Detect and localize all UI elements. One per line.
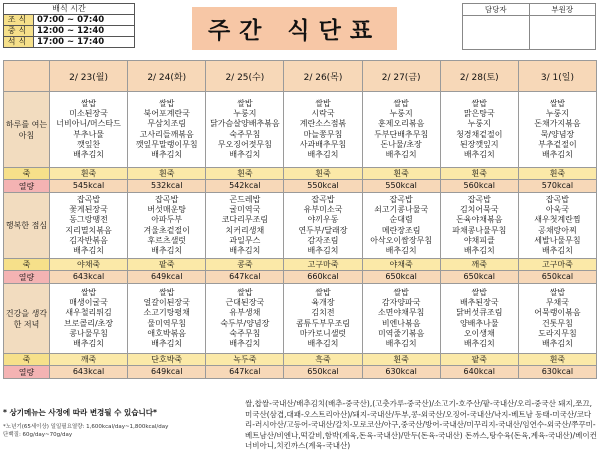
lunch-porridge-cell: 고구마죽 — [518, 259, 596, 271]
menu-item: 계란소스점볶 — [299, 119, 347, 129]
meal-time-value-lunch: 12:00 ~ 12:40 — [34, 26, 135, 37]
menu-item: 겨울초겉절이 — [143, 225, 190, 235]
menu-item: 쌀밥 — [158, 287, 175, 297]
menu-item: 아삭오이쌈장무침 — [370, 235, 433, 245]
menu-item: 소면야채무침 — [377, 308, 425, 318]
breakfast-label: 하루를 여는 아침 — [4, 92, 50, 168]
menu-item: 새우철리튀김 — [65, 308, 112, 318]
lunch-porridge-cell: 깨죽 — [440, 259, 518, 271]
lunch-menu-cell — [206, 193, 284, 259]
menu-item: 쌀밥 — [471, 287, 487, 297]
menu-item: 근대된장국 — [225, 297, 265, 307]
dinner-porridge-cell: 흰죽 — [518, 354, 596, 366]
dinner-porridge-cell: 흑죽 — [284, 354, 362, 366]
menu-item: 마카로니샐럿 — [299, 328, 347, 338]
menu-item: 콤튜두부무조림 — [295, 318, 351, 328]
menu-item: 닭버섯큐조림 — [456, 308, 503, 318]
menu-item: 배추김치 — [385, 246, 417, 256]
menu-item: 잡곡밥 — [311, 194, 335, 204]
approval-sign-director — [529, 16, 596, 50]
menu-item: 아욱국 — [545, 204, 570, 214]
menu-item: 깻잎무말랭이무침 — [135, 139, 198, 149]
breakfast-calorie-label: 열량 — [4, 180, 50, 193]
menu-item: 쌀밥 — [315, 287, 331, 297]
menu-item: 소고기탕평채 — [143, 308, 190, 318]
dinner-menu-cell — [440, 284, 518, 354]
menu-item: 애호박볶음 — [147, 328, 187, 338]
menu-item: 배추김치 — [151, 246, 183, 256]
menu-item: 얼갈이된장국 — [143, 297, 190, 307]
day-header: 3/ 1(일) — [518, 61, 596, 92]
menu-item: 감자양파국 — [381, 297, 421, 307]
menu-item: 과일무스 — [229, 235, 261, 245]
grid-corner-cell — [4, 61, 50, 92]
menu-item: 사과배추무침 — [299, 139, 347, 149]
lunch-porridge-cell: 콩죽 — [206, 259, 284, 271]
menu-item: 쌀밥 — [237, 98, 253, 108]
menu-item: 배추김치 — [307, 339, 339, 349]
dinner-porridge-label: 죽 — [4, 354, 50, 366]
dinner-calorie-cell: 647kcal — [206, 366, 284, 379]
breakfast-menu-cell — [50, 92, 128, 168]
menu-item: 쌀밥 — [393, 98, 409, 108]
meal-time-label-dinner: 석식 — [4, 37, 34, 48]
weekly-menu-table — [3, 60, 597, 379]
menu-item: 배추김치 — [463, 339, 495, 349]
meal-times-header: 배식 시간 — [4, 4, 135, 15]
menu-item: 김치어묵국 — [459, 204, 499, 214]
menu-item: 육개장 — [311, 297, 335, 307]
lunch-calorie-cell: 650kcal — [440, 271, 518, 284]
menu-item: 배추김치 — [307, 246, 339, 256]
lunch-porridge-cell: 야채죽 — [362, 259, 440, 271]
menu-item: 닭가슴살양배추볶음 — [210, 119, 280, 129]
breakfast-menu-cell — [284, 92, 362, 168]
menu-item: 쌀밥 — [393, 287, 409, 297]
menu-item: 누룽지 — [389, 108, 413, 118]
menu-item: 돈나물/초장 — [380, 139, 422, 149]
dinner-calorie-label: 열량 — [4, 366, 50, 379]
menu-item: 굴미역국 — [229, 204, 261, 214]
menu-item: 배추김치 — [307, 150, 339, 160]
breakfast-porridge-cell: 흰죽 — [440, 168, 518, 180]
menu-item: 숙두부/양념장 — [220, 318, 270, 328]
day-header: 2/ 28(토) — [440, 61, 518, 92]
menu-item: 부추겉절이 — [538, 139, 577, 149]
menu-item: 청경채겉절이 — [456, 129, 503, 139]
breakfast-calorie-cell: 560kcal — [440, 180, 518, 193]
menu-item: 배추김치 — [385, 150, 417, 160]
dinner-label: 건강을 생각한 저녁 — [4, 284, 50, 354]
dinner-calorie-cell: 630kcal — [362, 366, 440, 379]
menu-item: 너비아니/머스타드 — [56, 119, 121, 129]
breakfast-porridge-cell: 흰죽 — [284, 168, 362, 180]
breakfast-calorie-cell: 550kcal — [284, 180, 362, 193]
breakfast-calorie-cell: 532kcal — [128, 180, 206, 193]
protein-requirement-note: 단백질: 60g/day~70g/day — [3, 432, 73, 438]
menu-item: 공채랑아찌 — [538, 225, 577, 235]
approval-header-director: 부원장 — [529, 4, 596, 16]
menu-item: 야채피클 — [463, 235, 495, 245]
menu-item: 코다리무조림 — [221, 215, 269, 225]
menu-item: 물미역무침 — [147, 318, 187, 328]
lunch-menu-cell — [440, 193, 518, 259]
calorie-requirement-note: *노년기(65세이상) 일일필요열량: 1,600kcal/day~1,800kcal/day — [3, 424, 169, 430]
menu-item: 돈채가지볶음 — [534, 119, 581, 129]
menu-item: 북어포계란국 — [143, 108, 190, 118]
menu-change-note: * 상기메뉴는 사정에 따라 변경될 수 있습니다* — [3, 408, 157, 417]
menu-item: 된장깻잎지 — [459, 139, 499, 149]
dinner-menu-cell — [50, 284, 128, 354]
breakfast-calorie-cell: 545kcal — [50, 180, 128, 193]
lunch-calorie-label: 열량 — [4, 271, 50, 284]
approval-sign-staff — [463, 16, 530, 50]
lunch-calorie-cell: 650kcal — [362, 271, 440, 284]
menu-item: 배추김치 — [463, 246, 495, 256]
menu-item: 쌀밥 — [549, 287, 566, 297]
menu-item: 배추김치 — [151, 150, 183, 160]
meal-time-label-lunch: 중식 — [4, 26, 34, 37]
dinner-porridge-cell: 녹두죽 — [206, 354, 284, 366]
menu-item: 동그랑땡전 — [69, 215, 108, 225]
menu-item: 쌀밥 — [237, 287, 253, 297]
menu-item: 콩나물무침 — [69, 328, 108, 338]
lunch-menu-cell — [128, 193, 206, 259]
lunch-calorie-cell: 650kcal — [518, 271, 596, 284]
menu-item: 쌀밥 — [549, 98, 566, 108]
dinner-calorie-cell: 640kcal — [440, 366, 518, 379]
menu-item: 배추김치 — [385, 339, 417, 349]
lunch-menu-cell — [284, 193, 362, 259]
menu-item: 오이생채 — [463, 328, 495, 338]
menu-item: 야끼우동 — [307, 215, 339, 225]
menu-item: 배추된장국 — [459, 297, 499, 307]
menu-item: 누룽지 — [467, 119, 491, 129]
menu-item: 매생이굴국 — [69, 297, 108, 307]
menu-item: 두부단배추무침 — [374, 129, 429, 139]
menu-item: 쌀밥 — [158, 98, 175, 108]
page-title: 주간 식단표 — [192, 7, 397, 50]
menu-item: 유부생채 — [229, 308, 261, 318]
menu-item: 유부미소국 — [303, 204, 343, 214]
approval-header-staff: 담당자 — [463, 4, 530, 16]
dinner-menu-cell — [206, 284, 284, 354]
meal-time-value-dinner: 17:00 ~ 17:40 — [34, 37, 135, 48]
origin-info: 쌀,찹쌀-국내산/배추김치(배추-중국산),(고춧가루-중국산)/소고기-호주산/팥-국내산/오리-중국산 돼지,쪼끄,미국산(삼겹,대패-오스트리아산)/돼지-국내산/두부,콩-외국산/오징어-국내산/낙지-베트남 동태-미국산/코다리-러시아산/고등어-국내산/갈치-모로코산/아구,중국산/방어-국내산/미꾸리지-국내산/임연수-외국산/쭈꾸미-베트남산/비엔나,떡갈비,함박(계육,돈육-국내산)/만두(돈육-국내산) 돈까스,탕수육(돈육,계육-국내산)/베이컨 너비아니,치킨까스(계육-국내산) — [245, 399, 597, 450]
menu-item: 잡곡밥 — [545, 194, 570, 204]
lunch-menu-cell — [362, 193, 440, 259]
dinner-menu-cell — [518, 284, 596, 354]
menu-item: 배추김치 — [73, 246, 105, 256]
menu-item: 맑은탕국 — [463, 108, 495, 118]
lunch-menu-cell — [518, 193, 596, 259]
breakfast-calorie-cell: 550kcal — [362, 180, 440, 193]
menu-item: 아파두부 — [151, 215, 183, 225]
breakfast-calorie-cell: 542kcal — [206, 180, 284, 193]
day-header: 2/ 24(화) — [128, 61, 206, 92]
lunch-porridge-cell: 고구마죽 — [284, 259, 362, 271]
menu-item: 파채콩나물무침 — [452, 225, 507, 235]
menu-item: 무오징어젓무침 — [217, 139, 272, 149]
menu-item: 부추나물 — [73, 129, 105, 139]
day-header: 2/ 26(목) — [284, 61, 362, 92]
menu-item: 김자반볶음 — [69, 235, 108, 245]
menu-item: 곤드레밥 — [229, 194, 261, 204]
footer-notes — [3, 404, 239, 439]
menu-item: 양배추나물 — [459, 318, 499, 328]
dinner-porridge-cell: 단호박죽 — [128, 354, 206, 366]
menu-item: 배추김치 — [229, 246, 261, 256]
menu-item: 잡곡밥 — [76, 194, 101, 204]
menu-item: 미소된장국 — [69, 108, 108, 118]
menu-item: 지리멸치볶음 — [65, 225, 112, 235]
lunch-porridge-cell: 야채죽 — [50, 259, 128, 271]
menu-item: 마늘쫑무침 — [303, 129, 343, 139]
menu-item: 건톳무침 — [541, 318, 573, 328]
menu-item: 잡곡밥 — [155, 194, 179, 204]
menu-item: 꽃게된장국 — [69, 204, 108, 214]
lunch-calorie-cell: 643kcal — [50, 271, 128, 284]
menu-item: 어묵랭이볶음 — [534, 308, 581, 318]
menu-item: 쌀밥 — [471, 98, 487, 108]
menu-item: 숙주무침 — [229, 129, 261, 139]
breakfast-porridge-cell: 흰죽 — [518, 168, 596, 180]
meal-time-label-breakfast: 조식 — [4, 15, 34, 26]
menu-item: 누룽지 — [545, 108, 570, 118]
dinner-menu-cell — [284, 284, 362, 354]
menu-item: 브로콜리/초장 — [64, 318, 114, 328]
day-header: 2/ 23(월) — [50, 61, 128, 92]
dinner-porridge-cell: 흰죽 — [362, 354, 440, 366]
menu-item: 배추김치 — [541, 150, 573, 160]
breakfast-porridge-cell: 흰죽 — [362, 168, 440, 180]
menu-item: 숙주무침 — [229, 328, 261, 338]
menu-item: 배추김치 — [541, 246, 573, 256]
menu-item: 새우첫계란찜 — [534, 215, 581, 225]
breakfast-menu-cell — [518, 92, 596, 168]
dinner-calorie-cell: 630kcal — [518, 366, 596, 379]
menu-item: 깻잎찬 — [76, 139, 101, 149]
menu-item: 묵/양념장 — [540, 129, 575, 139]
menu-item: 버섯매운탕 — [147, 204, 187, 214]
menu-item: 연두부/달래장 — [298, 225, 348, 235]
menu-item: 쇠고기콩나물국 — [374, 204, 429, 214]
menu-item: 배추김치 — [229, 150, 261, 160]
dinner-porridge-cell: 팥죽 — [440, 354, 518, 366]
lunch-porridge-cell: 팥죽 — [128, 259, 206, 271]
day-header: 2/ 25(수) — [206, 61, 284, 92]
lunch-menu-cell — [50, 193, 128, 259]
dinner-menu-cell — [362, 284, 440, 354]
breakfast-menu-cell — [440, 92, 518, 168]
dinner-menu-cell — [128, 284, 206, 354]
menu-item: 훈제오리볶음 — [377, 119, 425, 129]
menu-item: 배추김치 — [229, 339, 261, 349]
menu-item: 배추김치 — [463, 150, 495, 160]
menu-item: 무채국 — [545, 297, 570, 307]
menu-item: 배추김치 — [73, 150, 105, 160]
day-header: 2/ 27(금) — [362, 61, 440, 92]
menu-item: 비엔나볶음 — [381, 318, 421, 328]
menu-item: 누룽지 — [233, 108, 257, 118]
lunch-calorie-cell: 649kcal — [128, 271, 206, 284]
menu-item: 고사리들깨볶음 — [139, 129, 194, 139]
meal-time-value-breakfast: 07:00 ~ 07:40 — [34, 15, 135, 26]
menu-item: 돈육야채볶음 — [456, 215, 503, 225]
menu-item: 김치전 — [311, 308, 335, 318]
breakfast-menu-cell — [206, 92, 284, 168]
breakfast-menu-cell — [362, 92, 440, 168]
menu-item: 쌀밥 — [80, 98, 97, 108]
dinner-calorie-cell: 650kcal — [284, 366, 362, 379]
breakfast-porridge-label: 죽 — [4, 168, 50, 180]
menu-item: 세발나물무침 — [534, 235, 581, 245]
menu-item: 무삼치조림 — [147, 119, 187, 129]
dinner-porridge-cell: 깨죽 — [50, 354, 128, 366]
menu-item: 치커리생채 — [225, 225, 265, 235]
meal-times-table — [3, 3, 135, 48]
menu-item: 감자조림 — [307, 235, 339, 245]
menu-item: 시락국 — [311, 108, 335, 118]
menu-item: 배추김치 — [541, 339, 573, 349]
approval-box — [462, 3, 596, 50]
menu-item: 미역줄기볶음 — [377, 328, 425, 338]
breakfast-porridge-cell: 흰죽 — [128, 168, 206, 180]
lunch-calorie-cell: 660kcal — [284, 271, 362, 284]
menu-item: 배추김치 — [73, 339, 105, 349]
lunch-porridge-label: 죽 — [4, 259, 50, 271]
lunch-calorie-cell: 647kcal — [206, 271, 284, 284]
dinner-calorie-cell: 643kcal — [50, 366, 128, 379]
menu-item: 도라지무침 — [538, 328, 577, 338]
menu-item: 잡곡밥 — [467, 194, 491, 204]
breakfast-porridge-cell: 흰죽 — [50, 168, 128, 180]
menu-item: 잡곡밥 — [389, 194, 413, 204]
menu-item: 순대렴 — [389, 215, 413, 225]
menu-item: 배추김치 — [151, 339, 183, 349]
breakfast-menu-cell — [128, 92, 206, 168]
menu-item: 쌀밥 — [315, 98, 331, 108]
breakfast-calorie-cell: 570kcal — [518, 180, 596, 193]
dinner-calorie-cell: 649kcal — [128, 366, 206, 379]
breakfast-porridge-cell: 흰죽 — [206, 168, 284, 180]
menu-item: 메란장조림 — [381, 225, 421, 235]
menu-item: 쌀밥 — [80, 287, 97, 297]
menu-item: 후르츠샐럿 — [147, 235, 187, 245]
lunch-label: 행복한 점심 — [4, 193, 50, 259]
